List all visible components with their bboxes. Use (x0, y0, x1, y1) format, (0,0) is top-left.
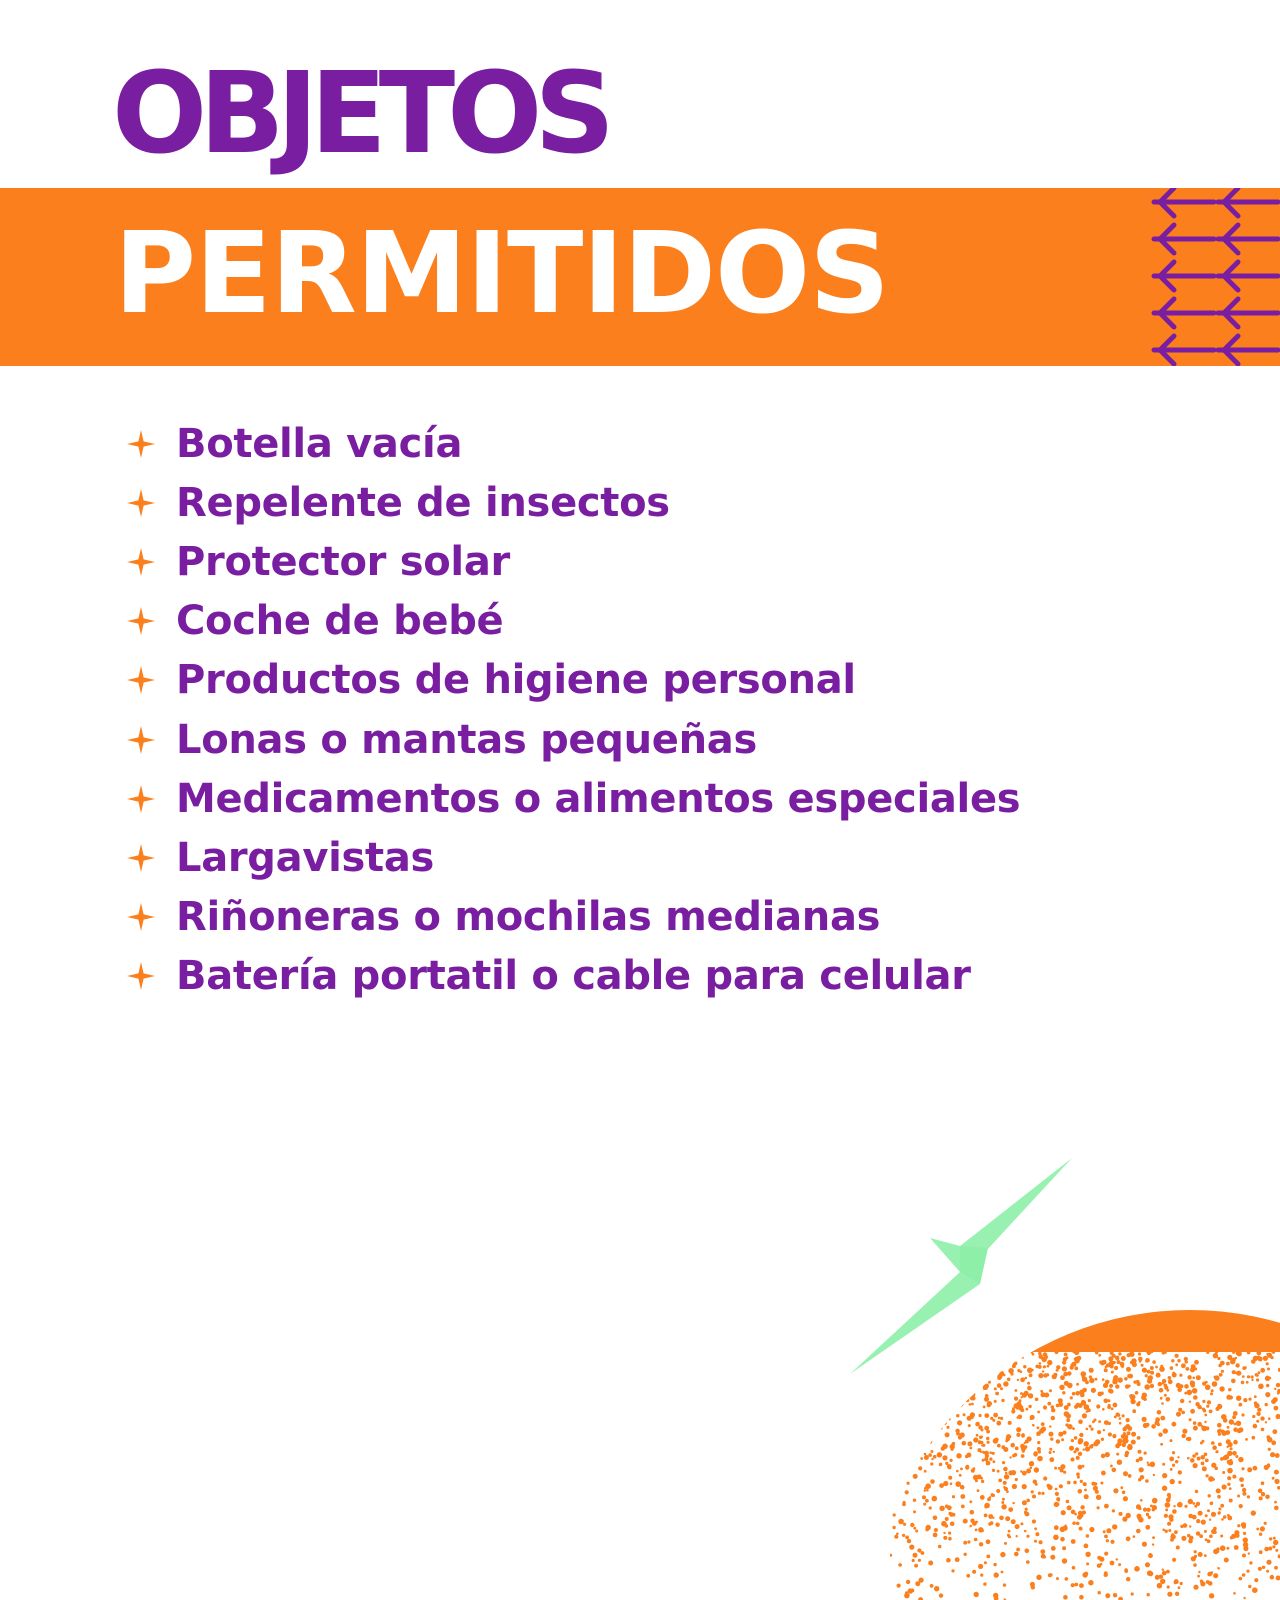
list-item-label: Protector solar (176, 538, 510, 585)
list-item-label: Botella vacía (176, 420, 463, 467)
list-item-label: Largavistas (176, 834, 435, 881)
list-item (126, 414, 1020, 473)
list-item (126, 532, 1020, 591)
list-item-label: Riñoneras o mochilas medianas (176, 894, 881, 941)
star-bullet-icon (126, 429, 156, 459)
title-banner (0, 188, 1280, 366)
list-item-label: Repelente de insectos (176, 479, 670, 526)
list-item-label: Coche de bebé (176, 598, 504, 645)
title-line-permitidos: PERMITIDOS (114, 209, 889, 339)
star-bullet-icon (126, 784, 156, 814)
list-item (126, 592, 1020, 651)
star-bullet-icon (126, 665, 156, 695)
list-item (126, 888, 1020, 947)
planet-icon (890, 1300, 1280, 1600)
star-bullet-icon (126, 488, 156, 518)
star-bullet-icon (126, 606, 156, 636)
list-item-label: Lonas o mantas pequeñas (176, 716, 757, 763)
star-bullet-icon (126, 725, 156, 755)
star-bullet-icon (126, 547, 156, 577)
list-item (126, 947, 1020, 1006)
list-item (126, 651, 1020, 710)
arrow-pattern-icon (1148, 188, 1280, 366)
list-item (126, 473, 1020, 532)
star-bullet-icon (126, 902, 156, 932)
list-item (126, 769, 1020, 828)
list-item-label: Medicamentos o alimentos especiales (176, 775, 1021, 822)
list-item (126, 710, 1020, 769)
star-bullet-icon (126, 843, 156, 873)
list-item-label: Productos de higiene personal (176, 657, 856, 704)
list-item-label: Batería portatil o cable para celular (176, 953, 971, 1000)
star-bullet-icon (126, 961, 156, 991)
allowed-items-list (126, 414, 1020, 1006)
title-line-objetos: OBJETOS (112, 49, 608, 179)
list-item (126, 828, 1020, 887)
